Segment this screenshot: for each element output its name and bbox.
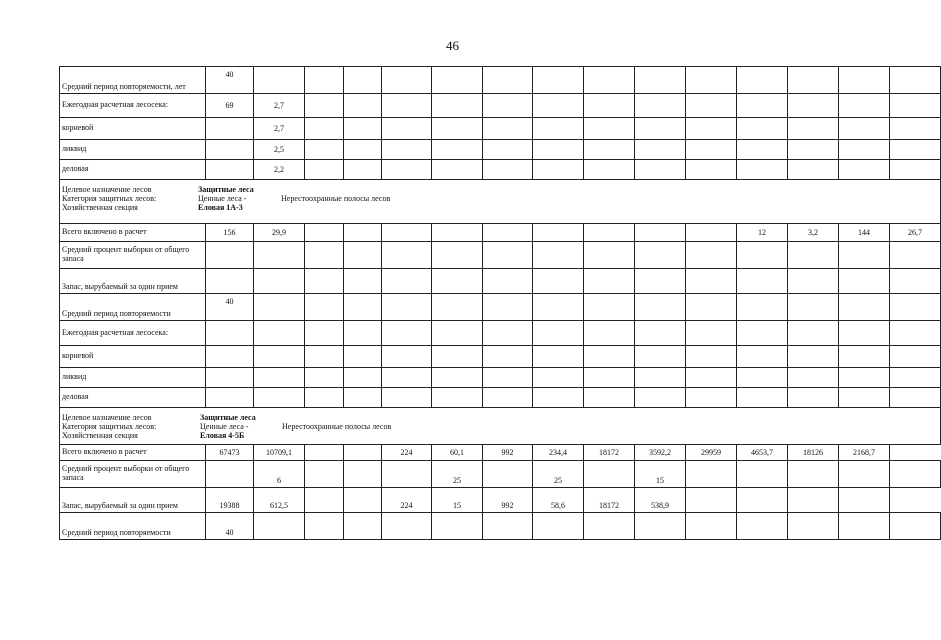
table-cell: 18172 <box>584 488 635 513</box>
row-label: Запас, вырубаемый за один прием <box>60 488 206 513</box>
table-row <box>60 67 941 94</box>
table-cell: 19388 <box>206 488 254 513</box>
row-label: Всего включено в расчет <box>60 224 206 242</box>
table-cell: 3592,2 <box>635 445 686 461</box>
row-label: Всего включено в расчет <box>60 445 206 461</box>
page-number: 46 <box>446 38 459 53</box>
row-label: деловая <box>60 388 206 408</box>
table-cell: 2168,7 <box>839 445 890 461</box>
table-row <box>60 160 941 180</box>
purpose-label: Целевое назначение лесов <box>62 413 152 422</box>
row-label: Средний период повторяемости <box>60 294 206 321</box>
table-cell: 15 <box>635 461 686 488</box>
table-cell: 6 <box>254 461 305 488</box>
section-value: Еловая 1А-3 <box>198 203 243 212</box>
table-cell: 60,1 <box>432 445 483 461</box>
table-cell: 538,9 <box>635 488 686 513</box>
table-row <box>60 368 941 388</box>
table-cell <box>344 445 382 461</box>
table-row <box>60 321 941 346</box>
row-label: ликвид <box>60 368 206 388</box>
table-row <box>60 445 941 461</box>
table-cell: 40 <box>206 67 254 94</box>
row-label: корневой <box>60 118 206 140</box>
table-cell: 40 <box>206 513 254 540</box>
table-row <box>60 388 941 408</box>
section-header-row <box>60 408 941 445</box>
purpose-value: Защитные леса <box>198 185 254 194</box>
table-cell: 992 <box>483 488 533 513</box>
table-row <box>60 224 941 242</box>
table-cell: 234,4 <box>533 445 584 461</box>
section-header <box>60 408 941 445</box>
forest-calculation-table <box>59 66 941 540</box>
table-cell: 40 <box>206 294 254 321</box>
table-cell <box>305 445 344 461</box>
category-value: Ценные леса - <box>198 194 247 203</box>
table-cell <box>344 488 382 513</box>
row-label: Средний период повторяемости <box>60 513 206 540</box>
table-cell: 992 <box>483 445 533 461</box>
row-label: Запас, вырубаемый за один прием <box>60 269 206 294</box>
section-label: Хозяйственная секция <box>62 431 138 440</box>
table-cell: 69 <box>206 94 254 118</box>
table-cell: 12 <box>737 224 788 242</box>
section-label: Хозяйственная секция <box>62 203 138 212</box>
table-cell: 26,7 <box>890 224 941 242</box>
table-cell: 2,2 <box>254 160 305 180</box>
table-cell: 10709,1 <box>254 445 305 461</box>
table-cell: 29959 <box>686 445 737 461</box>
table-row <box>60 269 941 294</box>
table-cell: 18126 <box>788 445 839 461</box>
table-cell: 156 <box>206 224 254 242</box>
category-extra: Нерестоохранные полосы лесов <box>282 422 392 431</box>
section-header-row <box>60 180 941 224</box>
row-label: ликвид <box>60 140 206 160</box>
table-cell: 144 <box>839 224 890 242</box>
table-cell <box>305 488 344 513</box>
table-cell: 2,7 <box>254 94 305 118</box>
table-cell: 2,5 <box>254 140 305 160</box>
table-row <box>60 94 941 118</box>
category-label: Категория защитных лесов: <box>62 422 157 431</box>
purpose-label: Целевое назначение лесов <box>62 185 152 194</box>
category-extra: Нерестоохранные полосы лесов <box>281 194 391 203</box>
row-label: деловая <box>60 160 206 180</box>
table-cell: 224 <box>382 488 432 513</box>
table-cell: 612,5 <box>254 488 305 513</box>
table-row <box>60 140 941 160</box>
table-row <box>60 346 941 368</box>
table-cell: 18172 <box>584 445 635 461</box>
section-header <box>60 180 941 224</box>
table-row <box>60 118 941 140</box>
table-row <box>60 461 941 488</box>
table-cell: 29,9 <box>254 224 305 242</box>
row-label: Средний процент выборки от общего запаса <box>60 242 206 269</box>
table-cell: 3,2 <box>788 224 839 242</box>
section-value: Еловая 4-5Б <box>200 431 245 440</box>
table-row <box>60 294 941 321</box>
table-row <box>60 488 941 513</box>
category-label: Категория защитных лесов: <box>62 194 157 203</box>
table-cell: 15 <box>432 488 483 513</box>
table-cell: 25 <box>432 461 483 488</box>
table-cell: 2,7 <box>254 118 305 140</box>
row-label: Средний процент выборки от общего запаса <box>60 461 206 488</box>
row-label: Средний период повторяемости, лет <box>60 67 206 94</box>
table-cell: 58,6 <box>533 488 584 513</box>
category-value: Ценные леса - <box>200 422 249 431</box>
table-row <box>60 513 941 540</box>
table-cell: 224 <box>382 445 432 461</box>
table-row <box>60 242 941 269</box>
table-cell: 67473 <box>206 445 254 461</box>
table-cell: 4653,7 <box>737 445 788 461</box>
row-label: корневой <box>60 346 206 368</box>
table-cell: 25 <box>533 461 584 488</box>
row-label: Ежегодная расчетная лесосека: <box>60 321 206 346</box>
row-label: Ежегодная расчетная лесосека: <box>60 94 206 118</box>
purpose-value: Защитные леса <box>200 413 256 422</box>
